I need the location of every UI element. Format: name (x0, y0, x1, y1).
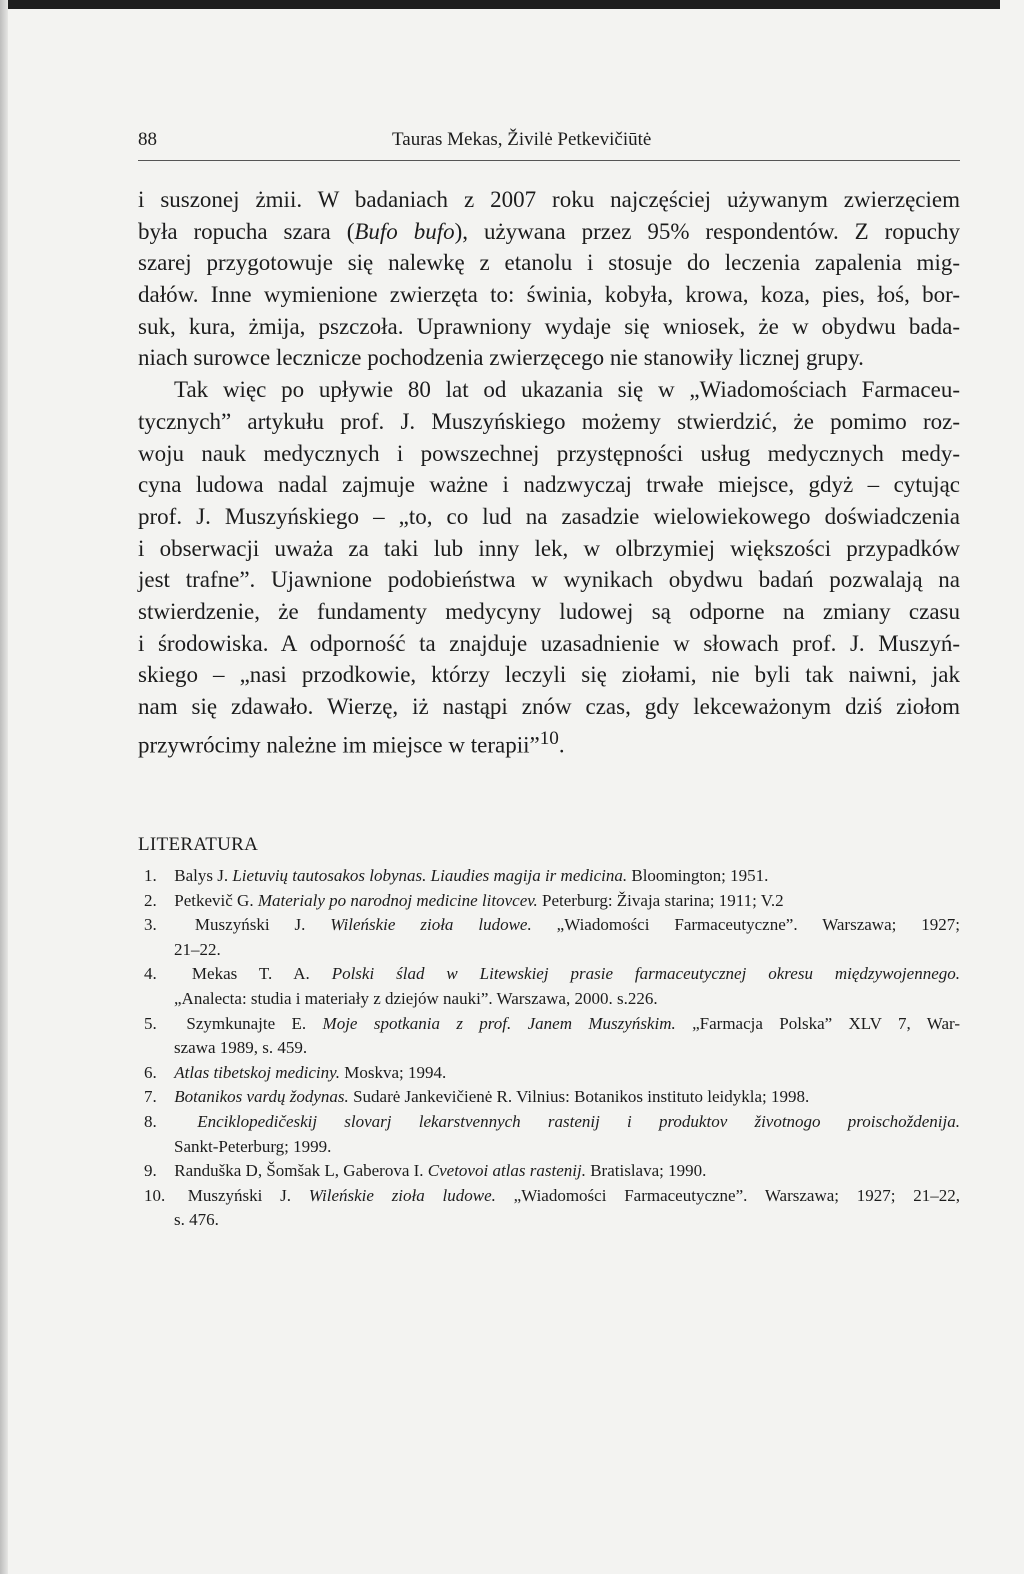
reference-continuation: Sankt-Peterburg; 1999. (174, 1136, 332, 1156)
body-line: skiego – „nasi przodkowie, którzy leczyli się ziołami, nie byli tak naiwni, jak (138, 662, 960, 688)
body-line: szarej przygotowuje się nalewkę z etanolu i stosuje do leczenia zapalenia mig- (138, 250, 960, 276)
header-rule (138, 160, 960, 161)
running-header (138, 129, 960, 153)
references-list (144, 864, 960, 1233)
top-scan-border (0, 0, 1000, 9)
body-line: dałów. Inne wymienione zwierzęta to: świnia, kobyła, krowa, koza, pies, łoś, bor- (138, 282, 960, 308)
body-line: suk, kura, żmija, pszczoła. Uprawniony wydaje się wniosek, że w obydwu bada- (138, 313, 960, 339)
reference-item: 1. Balys J. Lietuvių tautosakos lobynas. Liaudies magija ir medicina. Bloomington; 1951. (144, 866, 769, 885)
reference-continuation: s. 476. (174, 1210, 219, 1230)
left-scan-edge (0, 0, 8, 1574)
body-line: stwierdzenie, że fundamenty medycyny ludowej są odporne na zmiany czasu (138, 598, 960, 624)
reference-item: 9. Randuška D, Šomšak L, Gaberova I. Cvetovoi atlas rastenij. Bratislava; 1990. (144, 1161, 707, 1181)
reference-continuation: szawa 1989, s. 459. (174, 1038, 308, 1058)
latin-name: Bufo bufo (354, 218, 455, 244)
body-line: i środowiska. A odporność ta znajduje uzasadnienie w słowach prof. J. Muszyń- (138, 630, 960, 656)
reference-continuation: 21–22. (174, 939, 221, 959)
reference-item: 5. Szymkunajte E. Moje spotkania z prof. Janem Muszyńskim. „Farmacja Polska” XLV 7, War- (144, 1013, 961, 1033)
body-line: prof. J. Muszyńskiego – „to, co lud na zasadzie wielowiekowego doświadczenia (138, 503, 960, 529)
body-line: i suszonej żmii. W badaniach z 2007 roku najczęściej używanym zwierzęciem (138, 187, 960, 212)
reference-item: 3. Muszyński J. Wileńskie zioła ludowe. „Wiadomości Farmaceutyczne”. Warszawa; 1927; (144, 915, 960, 935)
body-text (138, 184, 960, 758)
reference-item: 4. Mekas T. A. Polski ślad w Litewskiej prasie farmaceutycznej okresu międzywojennego. (144, 964, 960, 984)
reference-item: 8. Enciklopedičeskij slovarj lekarstvennych rastenij i produktov životnogo proischoždenija. (144, 1111, 960, 1131)
body-line: była ropucha szara (Bufo bufo), używana przez 95% respondentów. Z ropuchy (138, 218, 960, 244)
body-line: cyna ludowa nadal zajmuje ważne i nadzwyczaj trwałe miejsce, gdyż – cytując (138, 472, 960, 498)
reference-item: 6. Atlas tibetskoj mediciny. Moskva; 1994. (144, 1062, 447, 1082)
body-line: i obserwacji uważa za taki lub inny lek, w olbrzymiej większości przypadków (138, 535, 960, 561)
reference-item: 10. Muszyński J. Wileńskie zioła ludowe. „Wiadomości Farmaceutyczne”. Warszawa; 1927; 21–22, (144, 1185, 960, 1205)
body-line: tycznych” artykułu prof. J. Muszyńskiego możemy stwierdzić, że pomimo roz- (138, 408, 960, 434)
body-line: niach surowce lecznicze pochodzenia zwierzęcego nie stanowiły licznej grupy. (138, 345, 864, 371)
body-line: woju nauk medycznych i powszechnej przystępności usług medycznych medy- (138, 440, 960, 466)
body-line: przywrócimy należne im miejsce w terapii”$^{10}$. (138, 727, 565, 758)
reference-item: 7. Botanikos vardų žodynas. Sudarė Jankevičienė R. Vilnius: Botanikos instituto leidykla; 1998. (144, 1087, 810, 1107)
body-line: nam się zdawało. Wierzę, iż nastąpi znów czas, gdy lekceważonym dziś ziołom (138, 694, 960, 719)
reference-item: 2. Petkevič G. Materialy po narodnoj medicine litovcev. Peterburg: Živaja starina; 1911; V.2 (144, 890, 784, 910)
body-line: Tak więc po upływie 80 lat od ukazania się w „Wiadomościach Farmaceu- (174, 377, 960, 403)
footnote-marker: 10 (539, 727, 559, 749)
page-number: 88 (138, 129, 157, 150)
reference-continuation: „Analecta: studia i materiały z dziejów nauki”. Warszawa, 2000. s.226. (174, 988, 658, 1008)
literature-heading: LITERATURA (138, 834, 259, 855)
header-authors: Tauras Mekas, Živilė Petkevičiūtė (392, 129, 652, 150)
body-line: jest trafne”. Ujawnione podobieństwa w wynikach obydwu badań pozwalają na (138, 567, 960, 593)
